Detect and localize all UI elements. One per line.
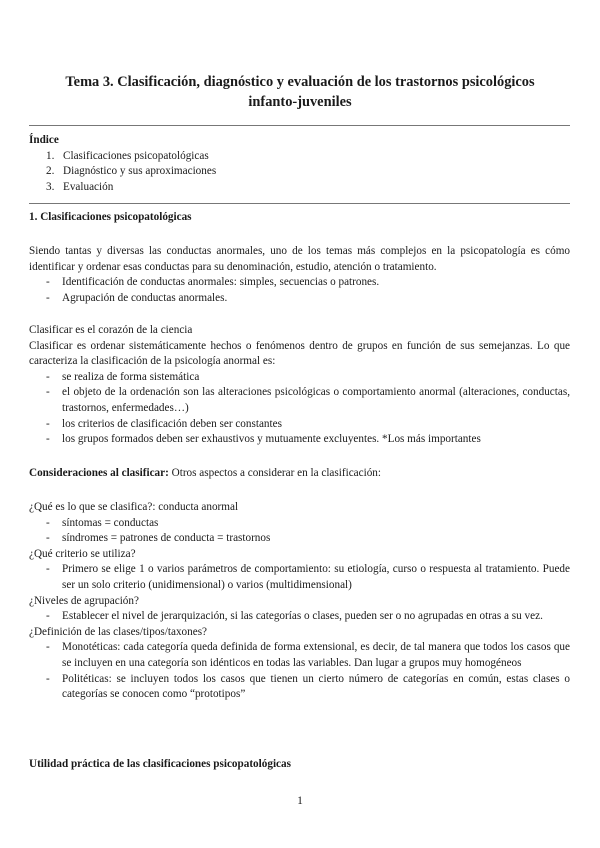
considerations-line: Consideraciones al clasificar: Otros aspectos a considerar en la clasificación: xyxy=(29,467,381,479)
divider-index xyxy=(29,203,570,204)
list-item: - el objeto de la ordenación son las alteraciones psicológicas o comportamiento anormal (alteraciones, conductas, trastornos, enfermedades…) xyxy=(46,386,570,414)
index-heading: Índice xyxy=(29,134,59,146)
list-item: - Monotéticas: cada categoría queda definida de forma extensional, es decir, de tal manera que todos los casos que se incluyen en una categoría son idénticos en todas las variables. Dan lugar a grupos muy homogéneos xyxy=(46,641,570,669)
page-number: 1 xyxy=(297,795,303,807)
list-item: - Primero se elige 1 o varios parámetros de comportamiento: su etiología, curso o respuesta al tratamiento. Puede ser un solo criterio (unidimensional) o varios (multidimensional) xyxy=(46,563,570,591)
toc-item: 2. Diagnóstico y sus aproximaciones xyxy=(46,165,217,178)
classification-body: Clasificar es ordenar sistemáticamente hechos o fenómenos dentro de grupos en función de sus semejanzas. Lo que caracteriza la clasificación de la psicología anormal es: xyxy=(29,339,570,368)
list-item: - Establecer el nivel de jerarquización, si las categorías o clases, pueden ser o no agrupadas en otras a su vez. xyxy=(46,610,543,623)
question-2: ¿Qué criterio se utiliza? xyxy=(29,547,136,560)
title-line-1: Tema 3. Clasificación, diagnóstico y evaluación de los trastornos psicológicos xyxy=(65,74,535,90)
toc-item: 3. Evaluación xyxy=(46,180,114,193)
toc-item: 1. Clasificaciones psicopatológicas xyxy=(46,149,209,162)
question-1: ¿Qué es lo que se clasifica?: conducta anormal xyxy=(29,501,239,513)
list-item: - se realiza de forma sistemática xyxy=(46,370,200,383)
list-item: - los criterios de clasificación deben ser constantes xyxy=(46,417,282,430)
list-item: - los grupos formados deben ser exhaustivos y mutuamente excluyentes. *Los más importantes xyxy=(46,433,481,446)
title-line-2: infanto-juveniles xyxy=(248,94,352,110)
intro-paragraph: Siendo tantas y diversas las conductas anormales, uno de los temas más complejos en la psicopatología es cómo identificar y ordenar esas conductas para su denominación, estudio, atención o tratamiento. xyxy=(29,245,570,273)
questions-block xyxy=(29,500,570,703)
list-item: - Identificación de conductas anormales: simples, secuencias o patrones. xyxy=(46,276,380,289)
divider-top xyxy=(29,125,570,126)
list-item: - Agrupación de conductas anormales. xyxy=(46,291,228,304)
table-of-contents xyxy=(29,133,570,195)
list-item: - síndromes = patrones de conducta = trastornos xyxy=(46,532,271,545)
list-item: - Politéticas: se incluyen todos los casos que tienen un cierto número de categorías en común, estas clases o categorías se conocen como “prototipos” xyxy=(46,672,570,701)
classification-paragraph xyxy=(29,323,570,448)
document-title xyxy=(40,72,560,112)
question-3: ¿Niveles de agrupación? xyxy=(29,594,139,607)
utility-heading: Utilidad práctica de las clasificaciones psicopatológicas xyxy=(29,758,291,770)
section-1-heading: 1. Clasificaciones psicopatológicas xyxy=(29,211,192,223)
list-item: - síntomas = conductas xyxy=(46,516,159,529)
section-1-intro xyxy=(29,244,570,306)
question-4: ¿Definición de las clases/tipos/taxones? xyxy=(29,625,208,638)
classification-lead: Clasificar es el corazón de la ciencia xyxy=(29,324,193,336)
